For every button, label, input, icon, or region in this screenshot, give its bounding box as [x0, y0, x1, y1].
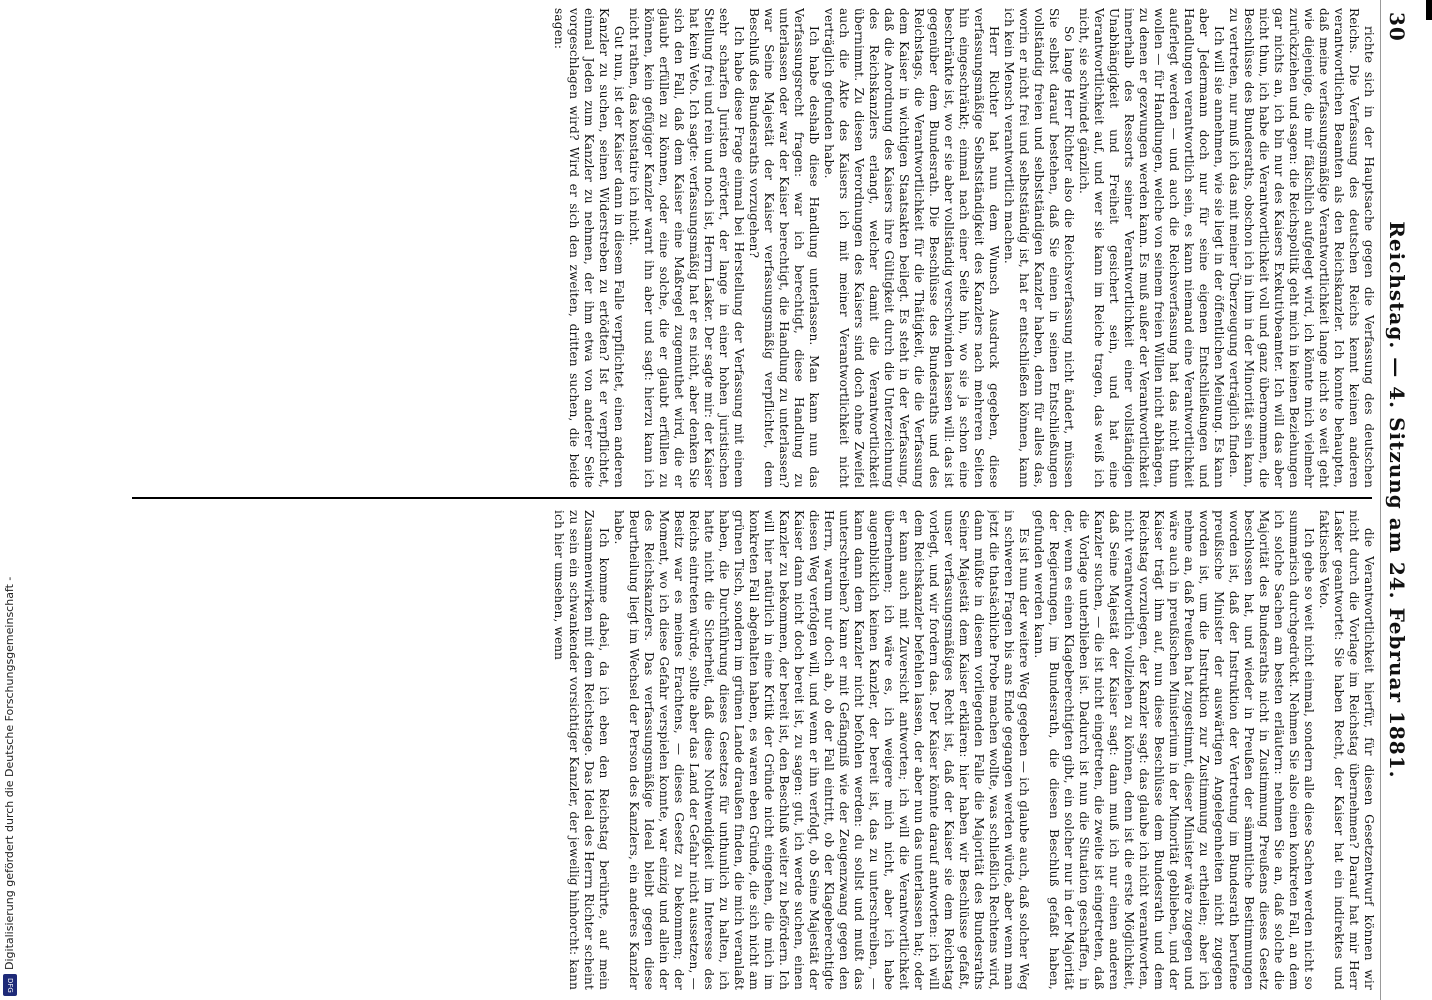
dfg-logo: DFG	[3, 974, 17, 996]
text-column-right	[126, 510, 1376, 990]
paragraph: Ich habe deshalb diese Handlung unterlassen. Man kann nun das Verfassungsrecht fragen: war ich berechtigt, diese Handlung zu unterlassen oder war der Kaiser berechtigt, die Handlung zu unterlassen? war Seine Majestät der Kaiser verfassungsmäßig verpflichtet, dem Beschluß des Bundesraths vorzugehen?	[747, 8, 821, 488]
paragraph: Ich komme dabei, da ich eben den Reichstag berührte, auf mein Zusammenwirken mit dem Reichstage. Das Ideal des Herrn Richter scheint zu sein ein schwankender vorsichtiger Kanzler, der jeweilig hinhorcht: kann ich hier umsehen, wenn	[552, 510, 611, 990]
paragraph: Ich gehe so weit nicht einmal, sondern alle diese Sachen werden nicht so summarisch durchgedrückt. Nehmen Sie also einen konkreten Fall, an dem ich solche Sachen am besten erläutern: nehmen Sie an, daß solche die Majorität des Bundesraths nicht in Zustimmung Preußens dieses Gesetz beschlossen hat, und wieder in Preußen der sämmtliche Bestimmungen worden ist, daß der Instruktion der Vertretung im Bundesrath berufene preußische Minister der auswärtigen Angelegenheiten nicht zugegen worden ist, um die Instruktion zur Zustimmung zu ertheilen; aber ich nehme an, daß Preußen hat zugestimmt, dieser Minister wäre zugegen und wäre auch in preußischen Ministerium in der Minorität geblieben, und der Kaiser trägt ihm auf, nun diese Beschlüsse dem Bundesrath und dem Reichstag vorzulegen, der Kanzler sagt: das glaube ich nicht verantworten, nicht verantwortlich vollziehen zu können, denn ist die erste Möglichkeit, daß Seine Majestät der Kaiser sagt: dann muß ich nur einen anderen Kanzler suchen, — die ist nicht eingetreten, die zweite ist eingetreten, daß die Vorlage unterblieben ist. Dadurch ist nun die Situation geschaffen, in der, wenn es einen Klageberechtigten gibt, ein solcher nur in der Majorität der Regierungen, im Bundesrath, die diesen Beschluß gefaßt haben, gefunden werden kann.	[1032, 510, 1316, 990]
paragraph: Ich will sie annehmen, wie sie liegt in der öffentlichen Meinung. Es kann aber Jedermann doch nur für seine eigenen Entschließungen und Handlungen verantwortlich sein, es kann niemand eine Verantwortlichkeit auferlegt werden — und auch die Reichsverfassung hat das nicht thun wollen — für Handlungen, welche von seinem freien Willen nicht abhängen, zu denen er gezwungen werden kann. Es muß außer der Verantwortlichkeit innerhalb des Ressorts seiner Verantwortlichkeit einer vollständigen Unabhängigkeit und Freiheit gesichert sein, und hat eine Verantwortlichkeit auf, und wer sie kann im Reiche tragen, das weiß ich nicht, sie schwindet gänzlich.	[1077, 8, 1226, 488]
scan-edge-mark	[1426, 0, 1432, 20]
paragraph: Gut nun, ist der Kaiser dann in diesem Falle verpflichtet, einen anderen Kanzler zu suchen, seinen Widerstreben zu ertödten? Ist er verpflichtet, einmal Jeden zum Kanzler zu nehmen, der ihm etwa von anderer Seite vorgeschlagen wird? Wird er sich den zweiten, dritten suchen, die beide sagen:	[552, 8, 626, 488]
column-divider	[132, 497, 1372, 499]
rotated-newspaper-page	[112, 0, 1412, 1000]
paragraph: So lange Herr Richter also die Reichsverfassung nicht ändert, müssen Sie selbst darauf bestehen, daß Sie einen in seinen Entschließungen vollständig freien und selbstständigen Kanzler haben, denn für alles das, worin er nicht frei und selbstständig ist, hat er entschließen können, kann ich kein Mensch verantwortlich machen.	[1002, 8, 1076, 488]
header-rule	[1380, 0, 1381, 1000]
digitization-credit-text: Digitalisierung gefördert durch die Deutsche Forschungsgemeinschaft -	[3, 576, 16, 970]
paragraph: Es ist nun der weitere Weg gegeben — ich glaube auch, daß solcher Weg in schweren Fragen bis ans Ende gegangen werden würde, aber wenn man jetzt die thatsächliche Probe machen wollte, was schließlich Rechtens wird, dann müßte in diesem vorliegenden Falle die Majorität des Bundesraths Seiner Majestät dem Kaiser erklären: hier haben wir Beschlüsse gefaßt, unser verfassungsmäßiges Recht ist, daß der Kaiser sie dem Reichstag vorlegt, und wir fordern das. Der Kaiser könnte darauf antworten: ich will dem Reichskanzler befehlen lassen, der aber nun das unterlassen hat; oder er kann auch mit Zuversicht antworten; ich will die Verantwortlichkeit übernehmen; ich wäre es, ich weigere mich nicht, aber ich habe augenblicklich keinen Kanzler, der bereit ist, das zu unterschreiben, — kann dann dem Kanzler nicht befohlen werden: du sollst und mußt das unterschreiben? kann er mit Gefängniß wie der Zeugenzwang gegen den Herrn, warum nur doch ab, ob der Fall eintritt, ob der Klageberechtigte diesen Weg verfolgen will, und wenn er ihn verfolgt, ob Seine Majestät der Kaiser dann nicht doch bereit ist, zu sagen: gut, ich werde suchen, einen Kanzler zu bekommen, der bereit ist, den Beschluß weiter zu befördern. Ich will hier natürlich in eine Kritik der Gründe nicht eingehen, die mich im konkreten Fall abgehalten haben, es waren eben Gründe, die sich nicht am grünen Tisch, sondern im grünen Lande draußen finden, die mich veranlaßt haben, die Durchführung dieses Gesetzes für unthunlich zu halten, ich hatte nicht die Sicherheit, daß diese Nothwendigkeit im Interesse des Reichs eintreten würde, sollte aber das Land der Gefahr nicht aussetzen, — Besitz war es meines Erachtens, — dieses Gesetz zu bekommen; der Moment, wo ich diese Gefahr verspielen konnte, war einzig und allein der des Reichskanzlers. Das verfassungsmäßige Ideal bleibt gegen diese Beurtheilung liegt im Wechsel der Person des Kanzlers, ein anderes Kanzler habe.	[612, 510, 1031, 990]
paragraph: Ich habe diese Frage einmal bei Herstellung der Verfassung mit einem sehr scharfen Juristen erörtert, der lange in einer hohen juristischen Stellung frei und rein und noch ist, Herrn Lasker. Der sagte mir: der Kaiser hat kein Veto. Ich sagte: verfassungsmäßig hat er es nicht, aber denken Sie sich den Fall, daß dem Kaiser eine Maßregel zugemuthet wird, die er glaubt erfüllen zu können, oder eine solche, die er glaubt erfüllen zu können, kein gefügiger Kanzler warnt ihn aber und sagt: hierzu kann ich nicht rathen, das konstatire ich nicht.	[627, 8, 746, 488]
page-header	[1382, 0, 1412, 1000]
paragraph: die Verantwortlichkeit hierfür, für diesen Gesetzentwurf können wir nicht durch die Vorlage im Reichstag übernehmen? Darauf hat mir Herr Lasker geantwortet: Sie haben Recht, der Kaiser hat ein indirektes und faktisches Veto.	[1317, 510, 1376, 990]
page-title: Reichstag. — 4. Sitzung am 24. Februar 1881.	[1385, 221, 1409, 779]
digitization-credit	[0, 0, 20, 1000]
paragraph: richte sich in der Hauptsache gegen die Verfassung des deutschen Reichs. Die Verfassung des deutschen Reichs kennt keinen anderen verantwortlichen Beamten als den Reichskanzler. Ich konnte behaupten, daß meine verfassungsmäßige Verantwortlichkeit lange nicht so weit geht wie diejenige, die mir fälschlich aufgelegt wird, ich könnte mich vielmehr zurückziehen und sagen: die Reichspolitik geht mich in keinen Beziehungen gar nichts an, ich bin nur des Kaisers Exekutivbeamter. Ich will das aber nicht thun, ich habe die Verantwortlichkeit voll und ganz übernommen, die Beschlüsse des Bundesraths, obschon ich in ihm in der Minorität sein kann, zu vertreten, nur muß ich das mit meiner Überzeugung verträglich finden.	[1227, 8, 1376, 488]
paragraph: Herr Richter hat nun dem Wunsch Ausdruck gegeben, diese verfassungsmäßige Selbstständigkeit des Kanzlers nach mehreren Seiten hin eingeschränkt; einmal nach einer Seite hin, wo sie ja schon eine beschränkte ist, wo er sie aber vollständig verschwinden lassen will: das ist gegenüber dem Bundesrath. Die Beschlüsse des Bundesraths und des Reichstags, die Verantwortlichkeit für die Thätigkeit, die die Verfassung dem Kaiser in wichtigen Staatsakten beilegt. Es steht in der Verfassung, daß die Anordnung des Kaisers ihre Gültigkeit durch die Unterzeichnung des Reichskanzlers erlangt, welcher damit die Verantwortlichkeit übernimmt. Zu diesen Verordnungen des Kaisers sind doch ohne Zweifel auch die Akte des Kaisers ich mit meiner Verantwortlichkeit nicht verträglich gefunden habe.	[822, 8, 1001, 488]
text-column-left	[126, 8, 1376, 488]
page-number: 30	[1385, 12, 1409, 42]
